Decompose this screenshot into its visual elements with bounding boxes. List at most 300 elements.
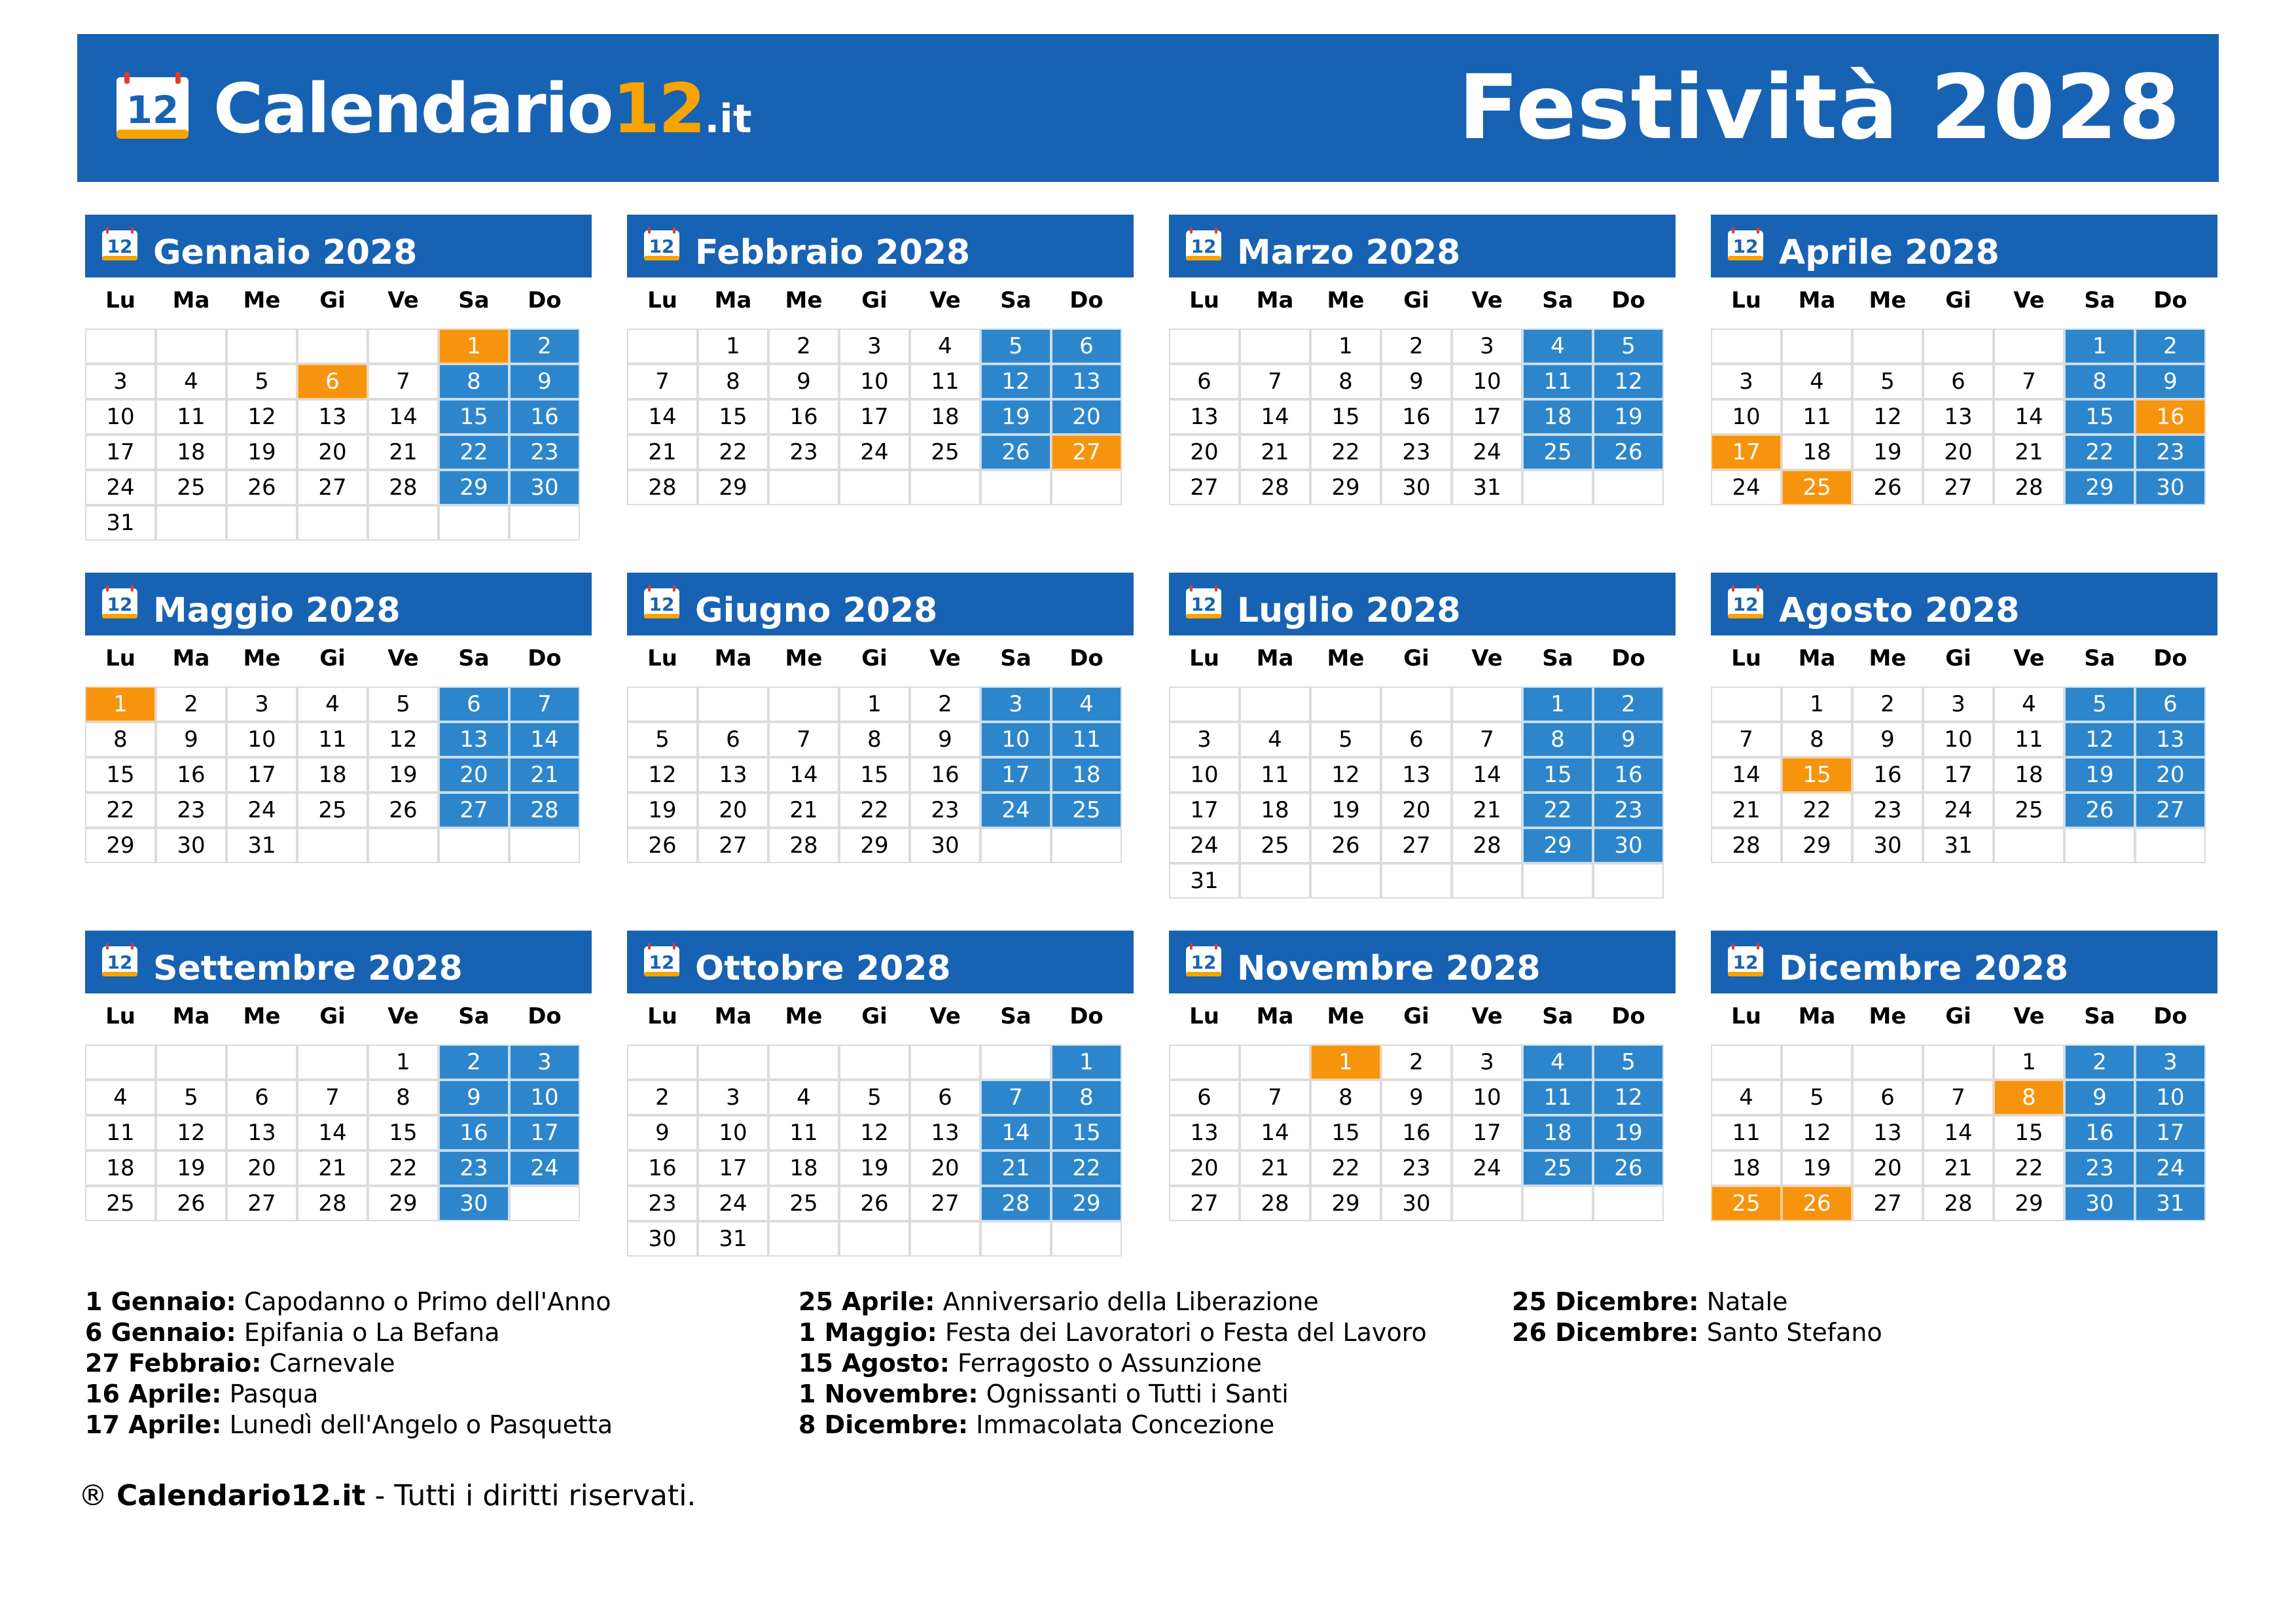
calendar-icon — [643, 226, 681, 262]
day-cell: 10 — [1452, 364, 1522, 399]
weekday-label: Ve — [2013, 1003, 2045, 1029]
day-cell: 19 — [1782, 1150, 1852, 1186]
logo-word: Calendario — [213, 69, 613, 149]
day-cell: 17 — [839, 399, 910, 435]
day-cell: 22 — [85, 793, 156, 828]
day-cell: 1 — [1994, 1044, 2064, 1080]
day-cell: 29 — [368, 1186, 439, 1221]
day-cell: 31 — [85, 505, 156, 541]
day-cell: 3 — [698, 1080, 768, 1115]
month-block — [627, 931, 1138, 1257]
day-cell: 3 — [85, 364, 156, 399]
day-cell: 28 — [1240, 470, 1310, 505]
weekday-header — [1711, 993, 2221, 1039]
month-header — [627, 931, 1134, 993]
day-cell: 27 — [297, 470, 368, 505]
weekend-day-cell: 30 — [439, 1186, 509, 1221]
day-cell: 14 — [1452, 757, 1522, 793]
month-header — [1169, 573, 1676, 635]
day-cell: 10 — [1711, 399, 1782, 435]
weekend-day-cell: 9 — [1593, 722, 1664, 757]
holiday-name: Ognissanti o Tutti i Santi — [986, 1380, 1289, 1408]
day-grid — [627, 1044, 1138, 1257]
day-cell: 17 — [1923, 757, 1994, 793]
empty-day-cell — [156, 1044, 226, 1080]
month-title: Marzo 2028 — [1237, 233, 1461, 272]
weekend-day-cell: 22 — [1522, 793, 1593, 828]
holiday-name: Ferragosto o Assunzione — [958, 1349, 1262, 1378]
empty-day-cell — [980, 470, 1051, 505]
weekend-day-cell: 18 — [1522, 1115, 1593, 1150]
weekend-day-cell: 19 — [2064, 757, 2135, 793]
day-cell: 22 — [368, 1150, 439, 1186]
month-title: Agosto 2028 — [1779, 591, 2020, 630]
weekend-day-cell: 5 — [980, 329, 1051, 364]
day-cell: 6 — [1169, 1080, 1240, 1115]
holiday-date: 16 Aprile: — [85, 1380, 222, 1408]
day-grid — [627, 329, 1138, 505]
weekday-header — [1711, 277, 2221, 323]
day-cell: 19 — [1852, 435, 1923, 470]
weekday-header — [85, 635, 596, 681]
day-cell: 27 — [1381, 828, 1452, 863]
weekday-label: Do — [2153, 1003, 2187, 1029]
day-cell: 5 — [839, 1080, 910, 1115]
empty-day-cell — [768, 687, 839, 722]
day-cell: 10 — [1452, 1080, 1522, 1115]
weekend-day-cell: 19 — [1593, 1115, 1664, 1150]
empty-day-cell — [1593, 470, 1664, 505]
weekend-day-cell: 16 — [439, 1115, 509, 1150]
day-cell: 1 — [368, 1044, 439, 1080]
holiday-date: 1 Maggio: — [798, 1318, 937, 1347]
day-cell: 4 — [1994, 687, 2064, 722]
day-grid — [1169, 1044, 1679, 1221]
weekend-day-cell: 14 — [509, 722, 580, 757]
weekend-day-cell: 18 — [1522, 399, 1593, 435]
weekend-day-cell: 30 — [509, 470, 580, 505]
weekday-header — [627, 993, 1138, 1039]
holiday-date: 6 Gennaio: — [85, 1318, 236, 1347]
month-block — [85, 931, 596, 1221]
day-cell: 15 — [839, 757, 910, 793]
weekday-label: Gi — [319, 1003, 346, 1029]
day-cell: 25 — [156, 470, 226, 505]
weekend-day-cell: 26 — [2064, 793, 2135, 828]
day-cell: 18 — [297, 757, 368, 793]
weekday-label: Ma — [1256, 1003, 1294, 1029]
month-header — [1169, 931, 1676, 993]
weekend-day-cell: 29 — [439, 470, 509, 505]
day-cell: 14 — [1240, 1115, 1310, 1150]
month-title: Settembre 2028 — [153, 949, 463, 988]
day-cell: 18 — [1782, 435, 1852, 470]
weekend-day-cell: 23 — [2135, 435, 2206, 470]
day-cell: 21 — [768, 793, 839, 828]
calendar-icon — [101, 942, 139, 978]
day-cell: 17 — [698, 1150, 768, 1186]
weekday-label: Sa — [2084, 287, 2115, 313]
day-cell: 11 — [156, 399, 226, 435]
day-cell: 2 — [1852, 687, 1923, 722]
day-cell: 28 — [1240, 1186, 1310, 1221]
weekend-day-cell: 5 — [2064, 687, 2135, 722]
weekday-label: Lu — [1189, 287, 1219, 313]
day-cell: 16 — [1381, 399, 1452, 435]
month-header — [85, 931, 592, 993]
weekday-label: Me — [1327, 645, 1365, 671]
day-cell: 13 — [698, 757, 768, 793]
day-cell: 30 — [1381, 470, 1452, 505]
day-cell: 25 — [297, 793, 368, 828]
day-cell: 23 — [1381, 435, 1452, 470]
day-cell: 8 — [1310, 1080, 1381, 1115]
svg-text:12: 12 — [649, 952, 675, 973]
day-cell: 30 — [1381, 1186, 1452, 1221]
weekday-label: Lu — [105, 645, 135, 671]
day-cell: 25 — [1240, 828, 1310, 863]
weekday-label: Sa — [1000, 1003, 1031, 1029]
weekday-header — [1711, 635, 2221, 681]
day-cell: 25 — [1994, 793, 2064, 828]
empty-day-cell — [627, 687, 698, 722]
day-cell: 2 — [156, 687, 226, 722]
day-cell: 6 — [1852, 1080, 1923, 1115]
weekend-day-cell: 26 — [1593, 435, 1664, 470]
day-cell: 31 — [1169, 863, 1240, 899]
day-cell: 13 — [226, 1115, 297, 1150]
weekend-day-cell: 5 — [1593, 1044, 1664, 1080]
empty-day-cell — [1711, 329, 1782, 364]
day-cell: 18 — [85, 1150, 156, 1186]
svg-text:12: 12 — [1732, 952, 1759, 973]
weekend-day-cell: 28 — [980, 1186, 1051, 1221]
month-title: Novembre 2028 — [1237, 949, 1541, 988]
day-cell: 27 — [910, 1186, 980, 1221]
weekend-day-cell: 28 — [509, 793, 580, 828]
day-cell: 10 — [1169, 757, 1240, 793]
weekend-day-cell: 2 — [2135, 329, 2206, 364]
weekend-day-cell: 20 — [1051, 399, 1122, 435]
day-cell: 4 — [1240, 722, 1310, 757]
weekday-label: Lu — [1189, 645, 1219, 671]
weekday-header — [85, 993, 596, 1039]
month-header — [85, 215, 592, 277]
empty-day-cell — [1994, 828, 2064, 863]
day-cell: 22 — [1310, 435, 1381, 470]
weekend-day-cell: 1 — [1051, 1044, 1122, 1080]
empty-day-cell — [910, 1221, 980, 1257]
weekend-day-cell: 2 — [439, 1044, 509, 1080]
day-cell: 8 — [1782, 722, 1852, 757]
month-header — [85, 573, 592, 635]
weekday-label: Do — [1069, 287, 1103, 313]
day-grid — [627, 687, 1138, 863]
weekend-day-cell: 4 — [1522, 329, 1593, 364]
weekday-label: Me — [785, 287, 823, 313]
day-cell: 21 — [1923, 1150, 1994, 1186]
day-cell: 4 — [910, 329, 980, 364]
month-title: Giugno 2028 — [695, 591, 938, 630]
day-cell: 11 — [768, 1115, 839, 1150]
day-cell: 29 — [1310, 1186, 1381, 1221]
day-cell: 12 — [1852, 399, 1923, 435]
day-grid — [85, 687, 596, 863]
day-cell: 7 — [1240, 364, 1310, 399]
day-cell: 6 — [910, 1080, 980, 1115]
weekend-day-cell: 3 — [980, 687, 1051, 722]
day-cell: 16 — [910, 757, 980, 793]
empty-day-cell — [910, 1044, 980, 1080]
day-cell: 5 — [226, 364, 297, 399]
day-cell: 2 — [1381, 329, 1452, 364]
day-cell: 2 — [1381, 1044, 1452, 1080]
day-cell: 1 — [1310, 329, 1381, 364]
weekend-day-cell: 2 — [1593, 687, 1664, 722]
day-cell: 3 — [1711, 364, 1782, 399]
logo-tld: .it — [704, 96, 752, 142]
day-cell: 12 — [627, 757, 698, 793]
day-cell: 18 — [1240, 793, 1310, 828]
weekend-day-cell: 19 — [1593, 399, 1664, 435]
calendar-icon — [101, 226, 139, 262]
weekend-day-cell: 23 — [439, 1150, 509, 1186]
empty-day-cell — [698, 687, 768, 722]
day-cell: 5 — [1782, 1080, 1852, 1115]
day-cell: 9 — [1381, 364, 1452, 399]
weekend-day-cell: 30 — [1593, 828, 1664, 863]
holiday-date: 26 Dicembre: — [1512, 1318, 1699, 1347]
empty-day-cell — [910, 470, 980, 505]
holiday-date: 25 Dicembre: — [1512, 1287, 1699, 1316]
day-cell: 16 — [627, 1150, 698, 1186]
weekend-day-cell: 16 — [509, 399, 580, 435]
empty-day-cell — [1310, 687, 1381, 722]
empty-day-cell — [627, 329, 698, 364]
weekend-day-cell: 20 — [439, 757, 509, 793]
holiday-day-cell: 16 — [2135, 399, 2206, 435]
weekend-day-cell: 10 — [980, 722, 1051, 757]
weekend-day-cell: 13 — [1051, 364, 1122, 399]
weekend-day-cell: 22 — [439, 435, 509, 470]
day-cell: 20 — [226, 1150, 297, 1186]
empty-day-cell — [1593, 1186, 1664, 1221]
day-cell: 27 — [698, 828, 768, 863]
calendar-icon — [1727, 584, 1765, 620]
day-cell: 8 — [368, 1080, 439, 1115]
day-cell: 17 — [1452, 1115, 1522, 1150]
weekday-label: Lu — [647, 1003, 677, 1029]
day-cell: 28 — [1994, 470, 2064, 505]
day-cell: 20 — [297, 435, 368, 470]
holiday-date: 15 Agosto: — [798, 1349, 950, 1378]
weekend-day-cell: 6 — [1051, 329, 1122, 364]
day-cell: 21 — [1711, 793, 1782, 828]
month-title: Aprile 2028 — [1779, 233, 2000, 272]
weekend-day-cell: 21 — [980, 1150, 1051, 1186]
weekday-label: Lu — [647, 645, 677, 671]
day-cell: 3 — [226, 687, 297, 722]
day-cell: 26 — [226, 470, 297, 505]
copyright-footer — [79, 1476, 696, 1516]
weekend-day-cell: 4 — [1051, 687, 1122, 722]
weekday-label: Ve — [2013, 645, 2045, 671]
weekend-day-cell: 25 — [1051, 793, 1122, 828]
day-cell: 13 — [1381, 757, 1452, 793]
day-cell: 16 — [156, 757, 226, 793]
day-grid — [1711, 329, 2221, 505]
empty-day-cell — [1452, 1186, 1522, 1221]
holiday-date: 8 Dicembre: — [798, 1410, 969, 1439]
weekend-day-cell: 23 — [509, 435, 580, 470]
weekday-label: Gi — [1403, 645, 1429, 671]
holiday-day-cell: 27 — [1051, 435, 1122, 470]
day-cell: 29 — [1782, 828, 1852, 863]
weekend-day-cell: 4 — [1522, 1044, 1593, 1080]
day-cell: 8 — [1310, 364, 1381, 399]
holiday-day-cell: 15 — [1782, 757, 1852, 793]
weekend-day-cell: 29 — [1522, 828, 1593, 863]
day-cell: 16 — [768, 399, 839, 435]
weekend-day-cell: 22 — [2064, 435, 2135, 470]
day-cell: 19 — [226, 435, 297, 470]
weekend-day-cell: 7 — [980, 1080, 1051, 1115]
empty-day-cell — [1051, 1221, 1122, 1257]
calendar-icon — [643, 584, 681, 620]
day-cell: 11 — [85, 1115, 156, 1150]
day-cell: 3 — [1452, 329, 1522, 364]
day-cell: 4 — [156, 364, 226, 399]
weekday-label: Sa — [1542, 1003, 1573, 1029]
weekend-day-cell: 19 — [980, 399, 1051, 435]
weekend-day-cell: 3 — [2135, 1044, 2206, 1080]
registered-symbol: ® — [79, 1479, 107, 1512]
logo-icon-label: 12 — [126, 88, 179, 132]
weekday-label: Sa — [458, 1003, 490, 1029]
empty-day-cell — [226, 1044, 297, 1080]
day-cell: 12 — [156, 1115, 226, 1150]
holiday-name: Immacolata Concezione — [976, 1410, 1275, 1439]
holiday-name: Capodanno o Primo dell'Anno — [243, 1287, 611, 1316]
weekday-label: Do — [1069, 1003, 1103, 1029]
day-cell: 24 — [85, 470, 156, 505]
weekend-day-cell: 15 — [1051, 1115, 1122, 1150]
weekend-day-cell: 8 — [2064, 364, 2135, 399]
month-block — [1169, 215, 1679, 505]
weekday-header — [627, 277, 1138, 323]
day-cell: 17 — [85, 435, 156, 470]
calendar-icon — [1185, 942, 1223, 978]
weekday-label: Do — [1611, 1003, 1645, 1029]
month-header — [627, 573, 1134, 635]
svg-text:12: 12 — [107, 952, 133, 973]
empty-day-cell — [297, 1044, 368, 1080]
day-cell: 6 — [1923, 364, 1994, 399]
footer-text: - Tutti i diritti riservati. — [365, 1479, 696, 1512]
day-cell: 26 — [1852, 470, 1923, 505]
empty-day-cell — [1310, 863, 1381, 899]
weekday-label: Ve — [929, 645, 961, 671]
weekday-label: Me — [243, 645, 281, 671]
day-cell: 19 — [839, 1150, 910, 1186]
day-cell: 24 — [1923, 793, 1994, 828]
weekday-label: Ma — [172, 1003, 210, 1029]
day-cell: 9 — [1852, 722, 1923, 757]
weekday-label: Sa — [1542, 287, 1573, 313]
weekend-day-cell: 25 — [1522, 1150, 1593, 1186]
day-cell: 18 — [768, 1150, 839, 1186]
empty-day-cell — [1923, 329, 1994, 364]
day-cell: 11 — [1994, 722, 2064, 757]
day-cell: 15 — [1994, 1115, 2064, 1150]
weekend-day-cell: 15 — [1522, 757, 1593, 793]
day-cell: 14 — [1240, 399, 1310, 435]
day-cell: 27 — [1852, 1186, 1923, 1221]
weekend-day-cell: 6 — [2135, 687, 2206, 722]
day-grid — [1169, 687, 1679, 899]
weekday-label: Gi — [1945, 287, 1971, 313]
day-cell: 14 — [1923, 1115, 1994, 1150]
logo-number: 12 — [612, 69, 705, 149]
empty-day-cell — [1522, 1186, 1593, 1221]
day-cell: 27 — [1923, 470, 1994, 505]
day-cell: 29 — [1994, 1186, 2064, 1221]
weekend-day-cell: 9 — [439, 1080, 509, 1115]
weekday-label: Sa — [458, 287, 490, 313]
weekday-label: Lu — [105, 287, 135, 313]
day-cell: 7 — [1711, 722, 1782, 757]
day-cell: 17 — [1169, 793, 1240, 828]
weekday-label: Ma — [1256, 645, 1294, 671]
day-cell: 16 — [1381, 1115, 1452, 1150]
day-cell: 26 — [839, 1186, 910, 1221]
day-cell: 22 — [1310, 1150, 1381, 1186]
day-cell: 7 — [1994, 364, 2064, 399]
weekday-label: Gi — [1403, 287, 1429, 313]
weekend-day-cell: 26 — [980, 435, 1051, 470]
holiday-day-cell: 6 — [297, 364, 368, 399]
calendar-icon — [1185, 226, 1223, 262]
day-cell: 21 — [1240, 1150, 1310, 1186]
day-cell: 20 — [1923, 435, 1994, 470]
month-block — [1711, 931, 2221, 1221]
day-cell: 30 — [156, 828, 226, 863]
holiday-day-cell: 26 — [1782, 1186, 1852, 1221]
day-cell: 18 — [910, 399, 980, 435]
empty-day-cell — [1381, 687, 1452, 722]
weekday-label: Ma — [1798, 287, 1836, 313]
day-cell: 5 — [1310, 722, 1381, 757]
holiday-day-cell: 25 — [1782, 470, 1852, 505]
day-cell: 9 — [768, 364, 839, 399]
weekday-label: Sa — [1542, 645, 1573, 671]
day-cell: 21 — [368, 435, 439, 470]
day-cell: 12 — [839, 1115, 910, 1150]
weekday-label: Ve — [1471, 287, 1503, 313]
day-cell: 25 — [910, 435, 980, 470]
day-cell: 8 — [85, 722, 156, 757]
day-grid — [1711, 1044, 2221, 1221]
day-cell: 14 — [627, 399, 698, 435]
weekday-label: Ve — [387, 645, 419, 671]
day-cell: 19 — [368, 757, 439, 793]
day-cell: 14 — [1711, 757, 1782, 793]
month-block — [85, 215, 596, 541]
empty-day-cell — [226, 505, 297, 541]
day-cell: 6 — [226, 1080, 297, 1115]
weekend-day-cell: 22 — [1051, 1150, 1122, 1186]
day-cell: 3 — [1452, 1044, 1522, 1080]
